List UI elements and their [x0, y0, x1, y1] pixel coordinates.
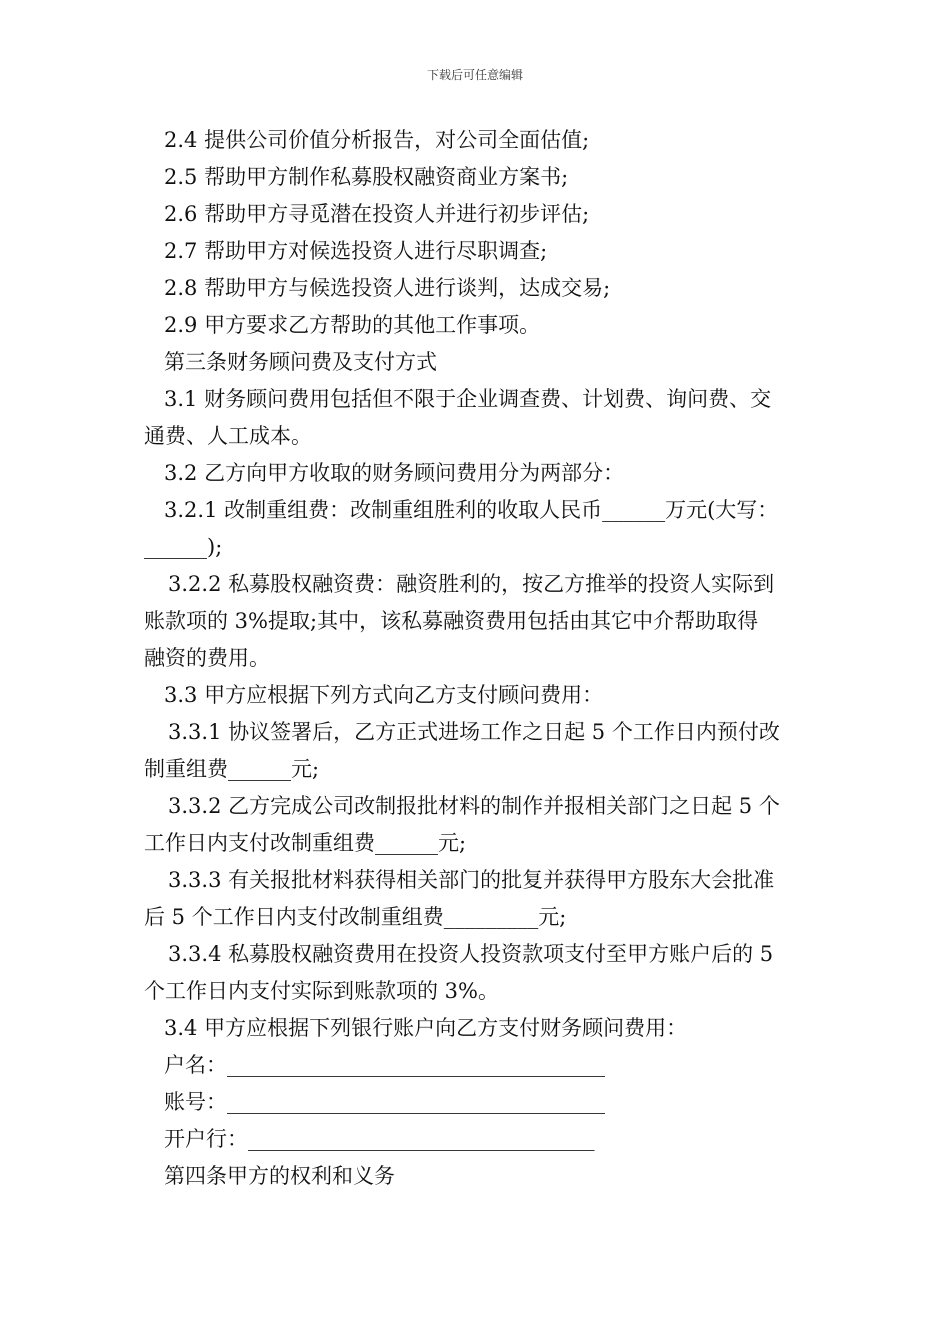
clause-2-4: 2.4 提供公司价值分析报告，对公司全面估值; [164, 128, 590, 152]
bank-branch-field: 开户行：_________________________________ [164, 1127, 595, 1151]
clause-2-6: 2.6 帮助甲方寻觅潜在投资人并进行初步评估; [164, 202, 590, 226]
section-heading-3: 第三条财务顾问费及支付方式 [164, 350, 437, 374]
clause-3-2-1-line2: ______); [144, 535, 223, 559]
document-body [144, 122, 808, 1195]
section-heading-4: 第四条甲方的权利和义务 [164, 1164, 395, 1188]
clause-3-1-line1: 3.1 财务顾问费用包括但不限于企业调查费、计划费、询问费、交 [164, 387, 772, 411]
clause-3-3-3-line1: 3.3.3 有关报批材料获得相关部门的批复并获得甲方股东大会批准 [168, 868, 775, 892]
clause-3-3-4-line1: 3.3.4 私募股权融资费用在投资人投资款项支付至甲方账户后的 5 [168, 942, 774, 966]
clause-2-9: 2.9 甲方要求乙方帮助的其他工作事项。 [164, 313, 541, 337]
clause-2-5: 2.5 帮助甲方制作私募股权融资商业方案书; [164, 165, 569, 189]
page-header: 下载后可任意编辑 [426, 68, 523, 82]
clause-2-7: 2.7 帮助甲方对候选投资人进行尽职调查; [164, 239, 548, 263]
clause-3-4: 3.4 甲方应根据下列银行账户向乙方支付财务顾问费用： [164, 1016, 688, 1040]
clause-3-2-2-line1: 3.2.2 私募股权融资费：融资胜利的，按乙方推举的投资人实际到 [168, 572, 775, 596]
clause-3-3-2-line2: 工作日内支付改制重组费______元; [144, 831, 467, 855]
clause-3-2: 3.2 乙方向甲方收取的财务顾问费用分为两部分： [164, 461, 625, 485]
clause-3-2-1-line1: 3.2.1 改制重组费：改制重组胜利的收取人民币______万元(大写： [164, 498, 779, 522]
clause-3-3: 3.3 甲方应根据下列方式向乙方支付顾问费用： [164, 683, 604, 707]
clause-3-3-3-line2: 后 5 个工作日内支付改制重组费_________元; [144, 905, 567, 929]
clause-3-3-2-line1: 3.3.2 乙方完成公司改制报批材料的制作并报相关部门之日起 5 个 [168, 794, 780, 818]
account-name-field: 户名：____________________________________ [164, 1053, 605, 1077]
clause-3-2-2-line3: 融资的费用。 [144, 646, 270, 670]
clause-3-2-2-line2: 账款项的 3%提取;其中，该私募融资费用包括由其它中介帮助取得 [144, 609, 759, 633]
clause-3-3-1-line2: 制重组费______元; [144, 757, 320, 781]
account-number-field: 账号：____________________________________ [164, 1090, 605, 1114]
clause-3-1-line2: 通费、人工成本。 [144, 424, 312, 448]
clause-3-3-4-line2: 个工作日内支付实际到账款项的 3%。 [144, 979, 499, 1003]
clause-3-3-1-line1: 3.3.1 协议签署后，乙方正式进场工作之日起 5 个工作日内预付改 [168, 720, 780, 744]
clause-2-8: 2.8 帮助甲方与候选投资人进行谈判，达成交易; [164, 276, 611, 300]
